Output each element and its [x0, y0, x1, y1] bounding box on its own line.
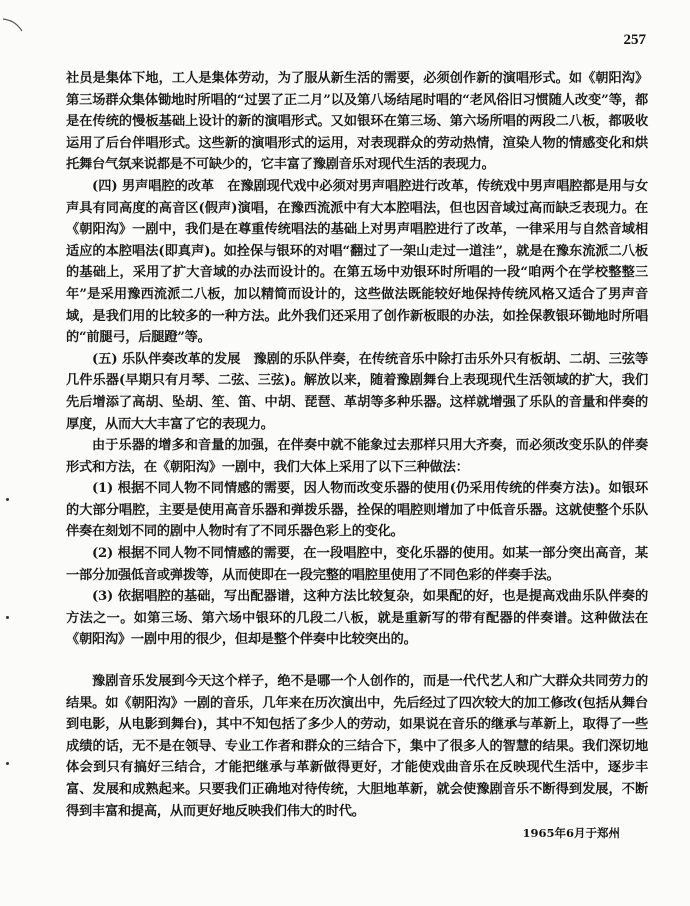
scan-speck — [6, 616, 9, 619]
paragraph-continuation: 与女声具有同高度的高音区(假声)演唱，在豫西流派中有大本腔唱法，但也因音域过高而缺乏表现力。在《朝阳沟》一剧中，我们是在尊重传统唱法的基础上对男声唱腔进行了改革，一律采用与自然音域相适应的本腔唱法(即真声)。如拴保与银环的对唱“翻过了一架山走过一道洼”，就是在豫东流派二八板的基础上，采用了扩大音域的办法而设计的。在第五场中劝银环时所唱的一段“咱两个在学校整整三年”是采用豫西流派二八板，加以精简而设计的，这些做法既能较好地保持传统风格又适合了男声音域，是我们用的比较多的一种方法。此外我们还采用了创作新板眼的办法，如拴保教银环锄地时所唱的“前腿弓，后腿蹬”等。 — [66, 178, 648, 346]
list-item-2: (2) 根据不同人物不同情感的需要，在一段唱腔中，变化乐器的使用。如某一部分突出高音，某一部分加强低音或弹拨等，从而使即在一段完整的唱腔里使用了不同色彩的伴奏手法。 — [66, 546, 648, 583]
section-heading: (四) 男声唱腔的改革 — [92, 178, 215, 194]
page-number: 257 — [623, 32, 646, 48]
section-lead-text: 在豫剧现代戏中必须对男声唱腔进行改革，传统戏中男声唱腔都是用 — [227, 178, 622, 194]
section-lead-text: 豫剧的乐队伴奏，在传统音乐中除打击乐外只有板胡、二胡、 — [253, 351, 609, 367]
paragraph-continuation: 三弦等几件乐器(早期只有月琴、二弦、三弦)。解放以来，随着豫剧舞台上表现现代生活领域的扩大，我们先后增添了高胡、坠胡、笙、笛、中胡、琵琶、革胡等多种乐器。这样就增强了乐队的音量和伴奏的厚度，从而大大丰富了它的表现力。 — [66, 351, 648, 432]
section-paragraph-band — [66, 349, 648, 435]
corner-scan-mark — [2, 16, 26, 36]
section-heading: (五) 乐队伴奏改革的发展 — [92, 351, 241, 367]
paragraph: 由于乐器的增多和音量的加强，在伴奏中就不能象过去那样只用大齐奏，而必须改变乐队的伴奏形式和方法，在《朝阳沟》一剧中，我们大体上采用了以下三种做法： — [66, 438, 648, 475]
list-item-3: (3) 依据唱腔的基础，写出配器谱，这种方法比较复杂，如果配的好，也是提高戏曲乐队伴奏的方法之一。如第三场、第六场中银环的几段二八板，就是重新写的带有配器的伴奏谱。这种做法在《朝阳沟》一剧中用的很少，但却是整个伴奏中比较突出的。 — [66, 589, 648, 648]
paragraph: 社员是集体下地，工人是集体劳动，为了服从新生活的需要，必须创作新的演唱形式。如《朝阳沟》第三场群众集体锄地时所唱的“过罢了正二月”以及第八场结尾时唱的“老风俗旧习惯随人改变”等，都是在传统的慢板基础上设计的新的演唱形式。又如银环在第三场、第六场所唱的两段二八板，都吸收运用了后台伴唱形式。这些新的演唱形式的运用，对表现群众的劳动热情，渲染人物的情感变化和烘托舞台气氛来说都是不可缺少的，它丰富了豫剧音乐对现代生活的表现力。 — [66, 71, 648, 173]
list-item-1: (1) 根据不同人物不同情感的需要，因人物而改变乐器的使用(仍采用传统的伴奏方法)。如银环的大部分唱腔，主要是使用高音乐器和弹拨乐器，拴保的唱腔则增加了中低音乐器。这就使整个乐队伴奏在刻划不同的剧中人物时有了不同乐器色彩上的变化。 — [66, 481, 648, 540]
closing-paragraph: 豫剧音乐发展到今天这个样子，绝不是哪一个人创作的，而是一代代艺人和广大群众共同劳力的结果。如《朝阳沟》一剧的音乐，几年来在历次演出中，先后经过了四次较大的加工修改(包括从舞台到电影，从电影到舞台)，其中不知包括了多少人的劳动，如果说在音乐的继承与革新上，取得了一些成绩的话，无不是在领导、专业工作者和群众的三结合下，集中了很多人的智慧的结果。我们深切地体会到只有搞好三结合，才能把继承与革新做得更好，才能使戏曲音乐在反映现代生活中，逐步丰富、发展和成熟起来。只要我们正确地对待传统，大胆地革新，就会使豫剧音乐不断得到发展，不断得到丰富和提高，从而更好地反映我们伟大的时代。 — [66, 674, 648, 819]
date-signature: 1965年6月于郑州 — [522, 826, 620, 841]
article-body — [66, 68, 648, 842]
paragraph-gap — [66, 651, 648, 671]
section-paragraph-male-voice — [66, 176, 648, 349]
scan-speck — [6, 762, 9, 765]
scan-speck — [6, 498, 9, 501]
